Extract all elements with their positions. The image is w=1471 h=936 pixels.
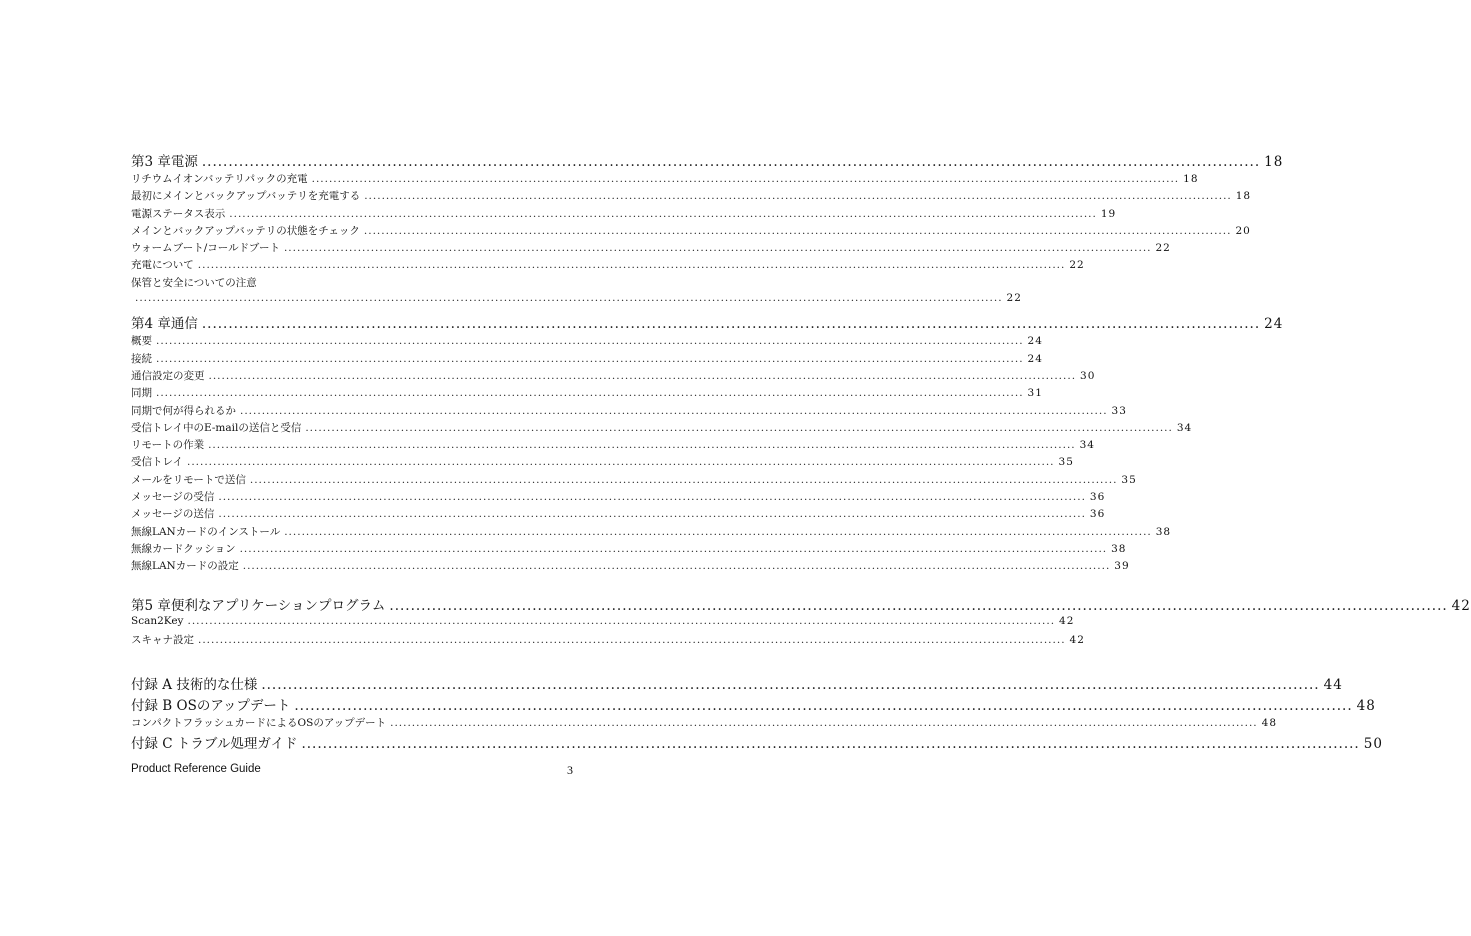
toc-leader-dots: ........................................................................................................................................................................................................ — [187, 614, 1056, 627]
toc-entry-page: 42 — [1059, 614, 1075, 627]
table-of-contents — [131, 150, 1471, 753]
toc-entry-page: 38 — [1111, 542, 1127, 555]
toc-entry-label: 第5 章便利なアプリケーションプログラム — [131, 597, 386, 614]
toc-entry-label: 第4 章通信 — [131, 316, 198, 333]
toc-leader-dots: ........................................................................................................................................................................................................ — [218, 491, 1086, 504]
toc-entry[interactable] — [131, 206, 1117, 223]
toc-entry-page: 50 — [1363, 736, 1383, 753]
toc-leader-dots: ........................................................................................................................................................................................................ — [240, 404, 1108, 417]
toc-leader-dots: ........................................................................................................................................................................................................ — [283, 242, 1152, 255]
toc-entry[interactable] — [131, 223, 1251, 240]
toc-entry-label: メッセージの受信 — [131, 491, 215, 504]
toc-leader-dots: ........................................................................................................................................................................................................ — [218, 508, 1086, 521]
toc-entry-label: 保管と安全についての注意 — [131, 276, 257, 289]
toc-entry-page: 24 — [1264, 316, 1284, 333]
toc-leader-dots: ........................................................................................................................................................................................................ — [261, 677, 1320, 694]
toc-spacer — [131, 649, 573, 673]
toc-chapter-entry[interactable] — [131, 673, 1343, 694]
toc-entry-label: 接続 — [131, 352, 152, 365]
toc-chapter-entry[interactable] — [131, 312, 1284, 333]
toc-entry-page: 22 — [1006, 292, 1022, 305]
toc-entry[interactable] — [131, 257, 1085, 274]
page-footer — [131, 763, 573, 778]
toc-entry-label: 同期で何が得られるか — [131, 404, 236, 417]
toc-entry[interactable] — [131, 558, 1130, 575]
toc-entry-page: 22 — [1155, 242, 1171, 255]
toc-leader-dots: ........................................................................................................................................................................................................ — [389, 597, 1448, 614]
toc-entry-label: Scan2Key — [131, 614, 184, 627]
toc-leader-dots: ........................................................................................................................................................................................................ — [242, 560, 1111, 573]
toc-entry[interactable] — [131, 171, 1199, 188]
toc-entry-page: 24 — [1027, 352, 1043, 365]
toc-entry-page: 20 — [1235, 224, 1251, 237]
toc-entry-label: スキャナ設定 — [131, 633, 194, 646]
toc-entry-label: 受信トレイ中のE-mailの送信と受信 — [131, 421, 302, 434]
toc-leader-dots: ........................................................................................................................................................................................................ — [305, 421, 1173, 434]
toc-entry[interactable] — [131, 506, 1106, 523]
toc-leader-dots: ........................................................................................................................................................................................................ — [156, 352, 1024, 365]
toc-entry[interactable] — [131, 632, 1085, 649]
toc-entry-label: 電源ステータス表示 — [131, 207, 226, 220]
toc-leader-dots: ........................................................................................................................................................................................................ — [364, 190, 1232, 203]
toc-entry[interactable] — [131, 541, 1127, 558]
toc-leader-dots: ........................................................................................................................................................................................................ — [186, 456, 1055, 469]
toc-entry-page: 38 — [1155, 525, 1172, 538]
toc-entry-page: 35 — [1058, 456, 1074, 469]
toc-entry-page: 36 — [1089, 491, 1106, 504]
toc-entry-page: 34 — [1176, 421, 1193, 434]
toc-leader-dots: ........................................................................................................................................................................................................ — [156, 335, 1024, 348]
toc-leader-dots: ........................................................................................................................................................................................................ — [201, 316, 1261, 333]
toc-leader-dots: ........................................................................................................................................................................................................ — [284, 525, 1152, 538]
toc-leader-dots: ........................................................................................................................................................................................................ — [363, 224, 1232, 237]
toc-entry-page: 18 — [1183, 173, 1199, 185]
toc-entry-label: メインとバックアップバッテリの状態をチェック — [131, 224, 360, 237]
toc-entry-label: 充電について — [131, 259, 194, 272]
toc-entry-label: 概要 — [131, 335, 152, 348]
toc-entry-label: メールをリモートで送信 — [131, 473, 246, 486]
toc-entry[interactable] — [131, 368, 1096, 385]
footer-title: Product Reference Guide — [131, 763, 261, 775]
toc-entry[interactable] — [131, 385, 1043, 402]
toc-entry[interactable] — [131, 403, 1127, 420]
toc-entry-label: 無線カードクッション — [131, 542, 236, 555]
toc-entry-page: 33 — [1111, 404, 1127, 417]
toc-entry-page: 18 — [1264, 154, 1284, 170]
toc-spacer — [131, 576, 573, 594]
toc-entry-page: 36 — [1089, 508, 1106, 521]
toc-entry-label: 通信設定の変更 — [131, 369, 205, 382]
toc-entry-page: 24 — [1027, 335, 1043, 348]
toc-entry-page: 35 — [1121, 473, 1137, 486]
toc-entry[interactable] — [131, 351, 1043, 368]
toc-entry-label: 付録 A 技術的な仕様 — [131, 677, 258, 694]
toc-entry-page: 19 — [1100, 207, 1117, 220]
toc-entry-label: コンパクトフラッシュカードによるOSのアップデート — [131, 717, 387, 730]
toc-entry-page: 39 — [1114, 560, 1130, 573]
toc-entry-page: 34 — [1079, 439, 1095, 452]
toc-leader-dots: ........................................................................................................................................................................................................ — [301, 736, 1360, 753]
toc-entry-label: リモートの作業 — [131, 439, 205, 452]
toc-entry-page: 42 — [1451, 597, 1471, 614]
toc-leader-dots: ........................................................................................................................................................................................................ — [197, 259, 1066, 272]
toc-entry-label: 付録 C トラブル処理ガイド — [131, 736, 298, 753]
toc-entry-label: 無線LANカードの設定 — [131, 560, 239, 573]
toc-entry-label: 第3 章電源 — [131, 154, 198, 170]
toc-leader-dots: ........................................................................................................................................................................................................ — [198, 633, 1066, 646]
toc-entry-page: 48 — [1261, 717, 1278, 730]
toc-entry-page: 31 — [1027, 387, 1043, 400]
toc-entry[interactable] — [131, 472, 1137, 489]
toc-entry-page: 42 — [1069, 633, 1085, 646]
toc-entry-page: 18 — [1235, 190, 1252, 203]
toc-leader-dots: ........................................................................................................................................................................................................ — [249, 473, 1118, 486]
toc-entry[interactable] — [131, 188, 1252, 205]
toc-leader-dots: ........................................................................................................................................................................................................ — [390, 717, 1258, 730]
toc-entry-page: 30 — [1080, 369, 1096, 382]
toc-leader-dots: ........................................................................................................................................................................................................ — [156, 387, 1024, 400]
toc-entry[interactable] — [131, 240, 1171, 257]
toc-chapter-entry[interactable] — [131, 594, 1471, 615]
toc-leader-dots: ........................................................................................................................................................................................................ — [239, 542, 1108, 555]
toc-leader-dots: ........................................................................................................................................................................................................ — [201, 154, 1261, 170]
toc-entry[interactable] — [131, 275, 573, 292]
toc-entry[interactable] — [131, 524, 1172, 541]
toc-entry[interactable] — [131, 715, 1278, 732]
toc-chapter-entry[interactable] — [131, 694, 1376, 715]
toc-entry[interactable] — [131, 489, 1106, 506]
toc-entry-label: 同期 — [131, 387, 152, 400]
toc-leader-dots: ........................................................................................................................................................................................................ — [208, 369, 1077, 382]
toc-entry[interactable] — [131, 333, 1043, 350]
toc-leader-dots: ........................................................................................................................................................................................................ — [135, 292, 1003, 305]
toc-leader-dots: ........................................................................................................................................................................................................ — [294, 698, 1353, 715]
toc-entry-label: リチウムイオンバッテリパックの充電 — [131, 173, 308, 185]
toc-leader-dots: ........................................................................................................................................................................................................ — [311, 173, 1180, 185]
toc-entry[interactable] — [131, 420, 1193, 437]
toc-entry[interactable] — [131, 614, 1075, 632]
toc-entry-label: 受信トレイ — [131, 456, 183, 469]
toc-entry-label: 最初にメインとバックアップバッテリを充電する — [131, 190, 361, 203]
toc-entry[interactable] — [131, 454, 1074, 471]
toc-entry[interactable] — [131, 292, 1022, 309]
toc-entry-label: ウォームブート/コールドブート — [131, 242, 280, 255]
toc-entry[interactable] — [131, 437, 1095, 454]
toc-entry-page: 48 — [1356, 698, 1376, 715]
page-number: 3 — [567, 763, 573, 777]
toc-entry-label: 付録 B OSのアップデート — [131, 698, 291, 715]
toc-entry-label: 無線LANカードのインストール — [131, 525, 281, 538]
toc-entry-page: 44 — [1323, 677, 1343, 694]
toc-chapter-entry[interactable] — [131, 150, 1284, 171]
toc-leader-dots: ........................................................................................................................................................................................................ — [229, 207, 1097, 220]
toc-entry-label: メッセージの送信 — [131, 508, 215, 521]
toc-chapter-entry[interactable] — [131, 732, 1383, 753]
toc-leader-dots: ........................................................................................................................................................................................................ — [208, 439, 1076, 452]
toc-entry-page: 22 — [1069, 259, 1085, 272]
